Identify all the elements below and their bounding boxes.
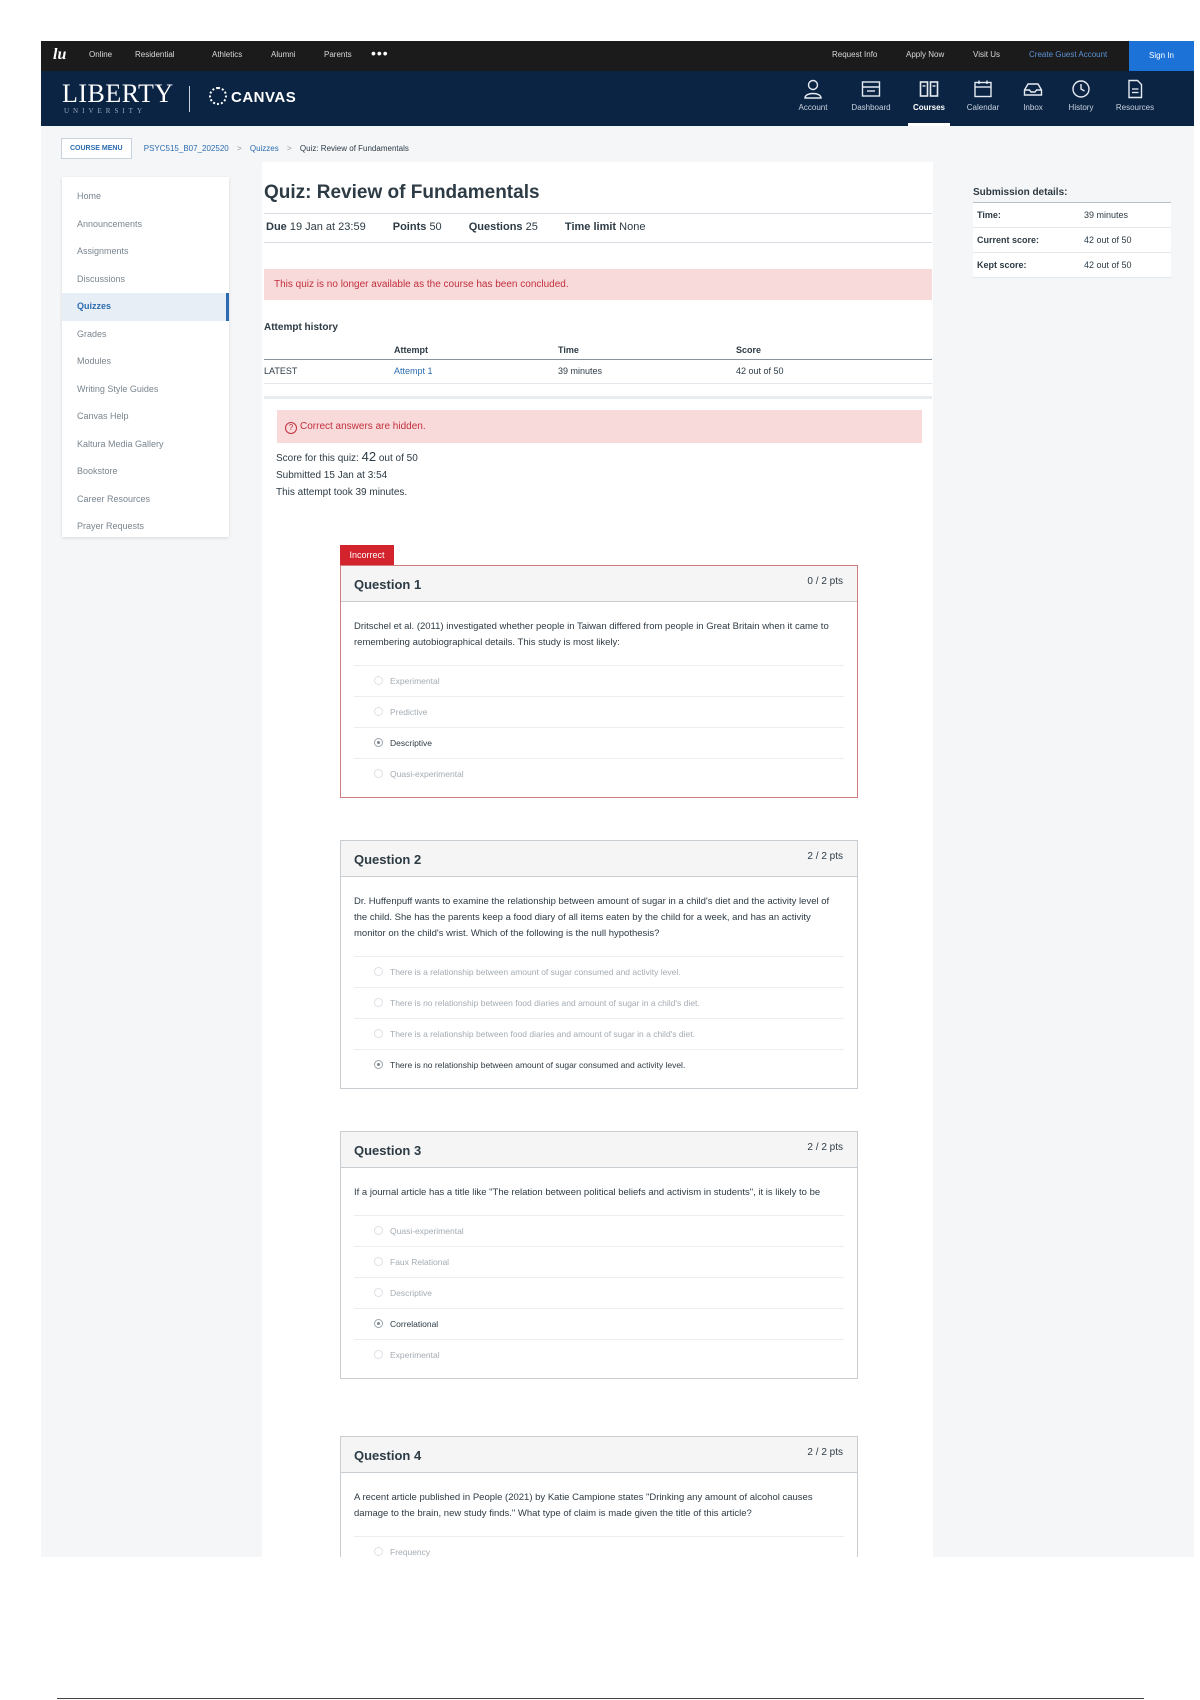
points-label: Points bbox=[392, 221, 427, 233]
question-mark-icon: ? bbox=[285, 422, 297, 434]
app-window bbox=[41, 41, 1194, 1557]
table-header: Attempt bbox=[394, 341, 558, 359]
nav-account-label: Account bbox=[798, 103, 828, 112]
attempt-time: 39 minutes bbox=[558, 359, 736, 383]
question-points: 2 / 2 pts bbox=[807, 1447, 843, 1458]
answer-option-selected bbox=[354, 727, 844, 758]
answer-option bbox=[354, 956, 844, 987]
table-header-row bbox=[264, 341, 932, 359]
topbar-link-residential[interactable]: Residential bbox=[135, 50, 175, 59]
answer-option-selected bbox=[354, 1049, 844, 1080]
attempt-history-table bbox=[264, 341, 932, 384]
resources-icon bbox=[1125, 79, 1145, 99]
submission-label: Current score: bbox=[977, 235, 1040, 245]
answer-list bbox=[354, 1215, 844, 1370]
radio-button bbox=[374, 967, 383, 976]
radio-button-checked bbox=[374, 1319, 383, 1328]
attempt-duration: This attempt took 39 minutes. bbox=[276, 487, 408, 498]
nav-courses[interactable] bbox=[900, 76, 958, 126]
question-title: Question 3 bbox=[354, 1143, 422, 1158]
topbar-link-online[interactable]: Online bbox=[89, 50, 113, 59]
score-prefix: Score for this quiz: bbox=[276, 453, 359, 464]
submission-value: 42 out of 50 bbox=[1084, 260, 1132, 270]
liberty-logo[interactable]: lu bbox=[53, 46, 67, 63]
calendar-icon bbox=[973, 79, 993, 99]
course-nav-career-resources[interactable]: Career Resources bbox=[77, 493, 151, 504]
questions-value: 25 bbox=[525, 221, 538, 233]
question-title: Question 2 bbox=[354, 852, 422, 867]
nav-resources[interactable] bbox=[1106, 76, 1164, 126]
page-title: Quiz: Review of Fundamentals bbox=[264, 182, 540, 203]
breadcrumb-course-link[interactable]: PSYC515_B07_202520 bbox=[143, 144, 229, 153]
questions-label: Questions bbox=[468, 221, 523, 233]
answer-list bbox=[354, 956, 844, 1080]
radio-button bbox=[374, 1350, 383, 1359]
question-1 bbox=[340, 565, 858, 798]
due-value: 19 Jan at 23:59 bbox=[289, 221, 366, 233]
dashboard-icon bbox=[861, 79, 881, 99]
breadcrumb-separator-icon: > bbox=[287, 143, 292, 153]
submission-details bbox=[973, 187, 1171, 278]
page-divider bbox=[57, 1698, 1144, 1699]
submission-label: Time: bbox=[977, 210, 1001, 220]
question-title: Question 1 bbox=[354, 577, 422, 592]
radio-button-checked bbox=[374, 1060, 383, 1069]
answer-option bbox=[354, 1277, 844, 1308]
question-2 bbox=[340, 840, 858, 1089]
nav-dashboard[interactable] bbox=[842, 76, 900, 126]
course-nav-modules[interactable]: Modules bbox=[77, 356, 112, 366]
title-divider bbox=[264, 213, 932, 214]
liberty-wordmark[interactable]: LIBERTY bbox=[62, 79, 174, 108]
more-menu-icon[interactable]: ••• bbox=[371, 45, 389, 61]
history-icon bbox=[1071, 79, 1091, 99]
canvas-logo-text: CANVAS bbox=[231, 89, 297, 106]
global-header bbox=[41, 71, 1194, 126]
course-concluded-alert: This quiz is no longer available as the course has been concluded. bbox=[264, 269, 932, 300]
incorrect-badge: Incorrect bbox=[340, 545, 394, 565]
answer-option-selected bbox=[354, 1308, 844, 1339]
course-nav-discussions[interactable]: Discussions bbox=[77, 273, 126, 284]
meta-divider bbox=[264, 242, 932, 243]
course-nav-writing-style-guides[interactable]: Writing Style Guides bbox=[77, 383, 159, 394]
radio-button bbox=[374, 1288, 383, 1297]
answer-label: There is a relationship between food diaries and amount of sugar in a child's diet. bbox=[390, 1029, 695, 1039]
course-nav-announcements[interactable]: Announcements bbox=[77, 218, 143, 229]
answer-option bbox=[354, 1215, 844, 1246]
nav-courses-label: Courses bbox=[912, 103, 945, 112]
attempt-1-link[interactable]: Attempt 1 bbox=[394, 366, 433, 376]
answer-option bbox=[354, 987, 844, 1018]
courses-icon bbox=[919, 79, 939, 99]
question-title: Question 4 bbox=[354, 1448, 422, 1463]
course-nav-canvas-help[interactable]: Canvas Help bbox=[77, 411, 129, 421]
answer-option bbox=[354, 1339, 844, 1370]
score-suffix: out of 50 bbox=[378, 453, 418, 464]
radio-button bbox=[374, 998, 383, 1007]
visit-us-link[interactable]: Visit Us bbox=[973, 50, 1000, 59]
account-icon bbox=[803, 79, 823, 99]
nav-history-label: History bbox=[1068, 103, 1094, 112]
submission-row-current-score bbox=[973, 228, 1171, 253]
answer-label: Quasi-experimental bbox=[390, 1226, 464, 1236]
answer-label: Descriptive bbox=[390, 1288, 433, 1298]
question-header bbox=[341, 1132, 857, 1168]
attempt-latest-label: LATEST bbox=[264, 359, 394, 383]
liberty-wordmark-sub: UNIVERSITY bbox=[64, 107, 146, 115]
question-points: 0 / 2 pts bbox=[807, 576, 843, 587]
question-points: 2 / 2 pts bbox=[807, 851, 843, 862]
request-info-link[interactable]: Request Info bbox=[832, 50, 878, 59]
submission-row-kept-score bbox=[973, 253, 1171, 278]
create-guest-account-link[interactable]: Create Guest Account bbox=[1029, 50, 1108, 59]
answer-label: Frequency bbox=[390, 1547, 431, 1557]
question-header bbox=[341, 566, 857, 602]
answer-option bbox=[354, 1246, 844, 1277]
answer-option bbox=[354, 665, 844, 696]
answer-label: Faux Relational bbox=[390, 1257, 450, 1267]
course-nav-quizzes[interactable]: Quizzes bbox=[62, 293, 229, 321]
topbar-link-alumni[interactable]: Alumni bbox=[271, 50, 296, 59]
apply-now-link[interactable]: Apply Now bbox=[906, 50, 945, 59]
question-text: If a journal article has a title like "The relation between political beliefs and activism in students", it is likely to be bbox=[354, 1187, 821, 1198]
submission-label: Kept score: bbox=[977, 260, 1027, 270]
submission-value: 42 out of 50 bbox=[1084, 235, 1132, 245]
time-limit-label: Time limit bbox=[564, 221, 617, 233]
question-header bbox=[341, 1437, 857, 1473]
question-text: A recent article published in People (2021) by Katie Campione states "Drinking any amount of alcohol causes damage to the brain, new study finds." What type of claim is made given the title of this article? bbox=[354, 1492, 813, 1519]
answers-hidden-alert bbox=[277, 410, 922, 443]
answers-hidden-text: Correct answers are hidden. bbox=[300, 421, 426, 432]
nav-dashboard-label: Dashboard bbox=[851, 103, 891, 112]
breadcrumb-separator-icon: > bbox=[236, 143, 242, 153]
topbar-link-athletics[interactable]: Athletics bbox=[212, 50, 243, 59]
submission-details-heading: Submission details: bbox=[973, 187, 1171, 203]
course-navigation bbox=[62, 177, 229, 537]
table-header: Score bbox=[736, 341, 932, 359]
course-nav-prayer-requests[interactable]: Prayer Requests bbox=[77, 521, 145, 531]
answer-label: Correlational bbox=[390, 1319, 439, 1329]
points-value: 50 bbox=[429, 221, 442, 233]
submission-row-time bbox=[973, 203, 1171, 228]
question-header bbox=[341, 841, 857, 877]
radio-button bbox=[374, 769, 383, 778]
nav-account[interactable] bbox=[784, 76, 842, 126]
course-nav-assignments[interactable]: Assignments bbox=[77, 246, 129, 256]
breadcrumb bbox=[61, 138, 409, 162]
answer-label: There is no relationship between amount of sugar consumed and activity level. bbox=[390, 1060, 686, 1070]
course-nav-kaltura-media-gallery[interactable]: Kaltura Media Gallery bbox=[77, 438, 164, 449]
answer-label: Predictive bbox=[390, 707, 428, 717]
question-points: 2 / 2 pts bbox=[807, 1142, 843, 1153]
section-divider bbox=[264, 396, 932, 399]
answer-option bbox=[354, 758, 844, 789]
radio-button bbox=[374, 676, 383, 685]
canvas-logo[interactable] bbox=[209, 87, 296, 106]
radio-button-checked bbox=[374, 738, 383, 747]
attempt-score: 42 out of 50 bbox=[736, 359, 932, 383]
answer-label: There is no relationship between food diaries and amount of sugar in a child's diet. bbox=[390, 998, 700, 1008]
submitted-time: Submitted 15 Jan at 3:54 bbox=[276, 470, 388, 481]
radio-button bbox=[374, 1226, 383, 1235]
score-value: 42 bbox=[361, 449, 377, 464]
quiz-content bbox=[262, 162, 933, 1557]
answer-label: Descriptive bbox=[390, 738, 433, 748]
score-summary bbox=[276, 448, 418, 501]
nav-history[interactable] bbox=[1052, 76, 1110, 126]
nav-calendar-label: Calendar bbox=[966, 103, 1000, 112]
answer-label: Experimental bbox=[390, 1350, 440, 1360]
radio-button bbox=[374, 1029, 383, 1038]
course-nav-home[interactable]: Home bbox=[77, 191, 102, 201]
sign-in-button[interactable]: Sign In bbox=[1129, 41, 1194, 71]
answer-list bbox=[354, 665, 844, 789]
question-text: Dritschel et al. (2011) investigated whether people in Taiwan differed from people in Great Britain when it came to remembering autobiographical details. This study is most likely: bbox=[354, 621, 829, 648]
answer-label: There is a relationship between amount of sugar consumed and activity level. bbox=[390, 967, 681, 977]
due-label: Due bbox=[266, 221, 287, 233]
canvas-gear-icon bbox=[209, 87, 227, 105]
answer-option bbox=[354, 1536, 844, 1557]
table-header bbox=[264, 341, 394, 359]
attempt-history-heading: Attempt history bbox=[264, 322, 338, 333]
topbar-link-parents[interactable]: Parents bbox=[324, 50, 352, 59]
course-nav-grades[interactable]: Grades bbox=[77, 328, 107, 339]
radio-button bbox=[374, 1547, 383, 1556]
radio-button bbox=[374, 707, 383, 716]
answer-option bbox=[354, 696, 844, 727]
utility-bar bbox=[41, 41, 1194, 71]
nav-resources-label: Resources bbox=[1115, 103, 1155, 112]
answer-label: Quasi-experimental bbox=[390, 769, 464, 779]
quiz-meta bbox=[266, 221, 669, 233]
answer-option bbox=[354, 1018, 844, 1049]
submission-value: 39 minutes bbox=[1084, 210, 1129, 220]
breadcrumb-quizzes-link[interactable]: Quizzes bbox=[249, 144, 279, 153]
question-3 bbox=[340, 1131, 858, 1379]
nav-inbox-label: Inbox bbox=[1023, 103, 1043, 112]
course-nav-bookstore[interactable]: Bookstore bbox=[77, 466, 118, 476]
breadcrumb-current: Quiz: Review of Fundamentals bbox=[299, 143, 409, 153]
radio-button bbox=[374, 1257, 383, 1266]
header-divider bbox=[189, 86, 190, 112]
answer-label: Experimental bbox=[390, 676, 440, 686]
time-limit-value: None bbox=[619, 221, 646, 233]
question-4 bbox=[340, 1436, 858, 1557]
question-text: Dr. Huffenpuff wants to examine the relationship between amount of sugar in a child's diet and the activity level of the child. She has the parents keep a food diary of all items eaten by the child for a week, and has an activity monitor on the child's wrist. Which of the following is the null hypothesis? bbox=[354, 896, 830, 939]
course-menu-button[interactable]: COURSE MENU bbox=[61, 138, 132, 159]
inbox-icon bbox=[1023, 79, 1043, 99]
table-header: Time bbox=[558, 341, 736, 359]
table-row bbox=[264, 359, 932, 383]
answer-list bbox=[354, 1536, 844, 1557]
